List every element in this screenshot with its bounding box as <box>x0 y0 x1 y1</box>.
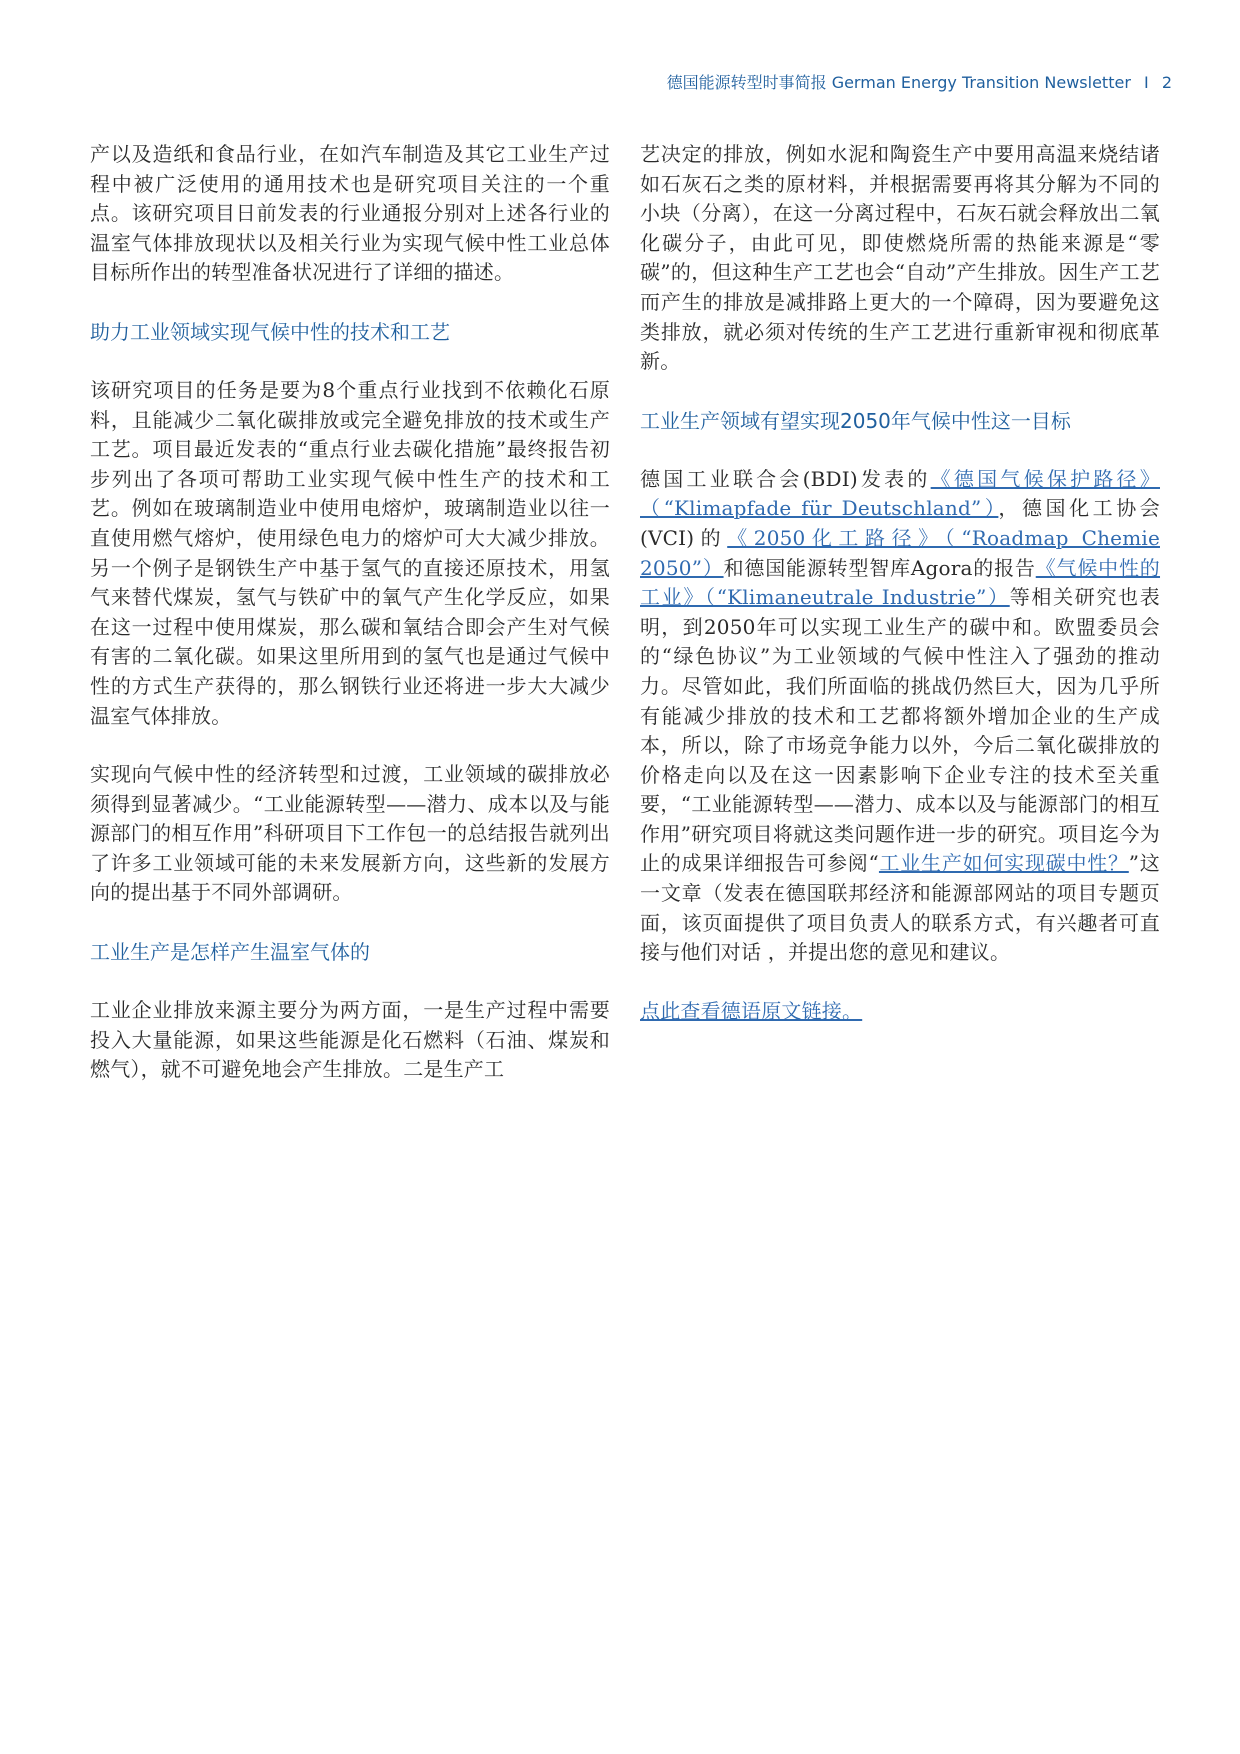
newsletter-title-cn: 德国能源转型时事简报 <box>666 73 827 92</box>
page-header <box>667 70 1172 93</box>
page-number: 2 <box>1161 73 1172 92</box>
text-run: 德国工业联合会(BDI)发表的 <box>640 466 931 491</box>
right-column <box>640 140 1160 1026</box>
text-run: 等相关研究也表明，到2050年可以实现工业生产的碳中和。欧盟委员会的“绿色协议”为工业领域的气候中性注入了强劲的推动力。尽管如此，我们所面临的挑战仍然巨大，因为几乎所有能减少排放的技术和工艺都将额外增加企业的生产成本，所以，除了市场竞争能力以外，今后二氧化碳排放的价格走向以及在这一因素影响下企业专注的技术至关重要，“工业能源转型——潜力、成本以及与能源部门的相互作用”研究项目将就这类问题作进一步的研究。项目迄今为止的成果详细报告可参阅“ <box>640 585 1161 876</box>
left-column <box>90 140 610 1085</box>
newsletter-title-en: German Energy Transition Newsletter <box>831 73 1131 92</box>
text-run: ”这一文章（发表在德国联邦经济和能源部网站的项目专题页面，该页面提供了项目负责人的联系方式，有兴趣者可直接与他们对话 ，并提出您的意见和建议。 <box>640 851 1160 965</box>
link-german-original[interactable]: 点此查看德语原文链接。 <box>640 998 863 1023</box>
section-heading-technology: 助力工业领域实现气候中性的技术和工艺 <box>90 319 450 344</box>
paragraph: 实现向气候中性的经济转型和过渡，工业领域的碳排放必须得到显著减少。“工业能源转型——潜力、成本以及与能源部门的相互作用”科研项目下工作包一的总结报告就列出了许多工业领域可能的未来发展新方向，这些新的发展方向的提出基于不同外部调研。 <box>90 762 610 905</box>
text-run: 和德国能源转型智库Agora的报告 <box>723 555 1036 580</box>
text-run: ，德国化工协会(VCI)的 <box>640 496 1160 550</box>
header-separator: I <box>1144 73 1149 92</box>
paragraph: 工业企业排放来源主要分为两方面，一是生产过程中需要投入大量能源，如果这些能源是化石燃料（石油、煤炭和燃气），就不可避免地会产生排放。二是生产工 <box>90 998 610 1082</box>
paragraph: 艺决定的排放，例如水泥和陶瓷生产中要用高温来烧结诸如石灰石之类的原材料，并根据需要再将其分解为不同的小块（分离），在这一分离过程中，石灰石就会释放出二氧化碳分子，由此可见，即使燃烧所需的热能来源是“零碳”的，但这种生产工艺也会“自动”产生排放。因生产工艺而产生的排放是减排路上更大的一个障碍，因为要避免这类排放，就必须对传统的生产工艺进行重新审视和彻底革新。 <box>640 142 1160 374</box>
paragraph: 该研究项目的任务是要为8个重点行业找到不依赖化石原料，且能减少二氧化碳排放或完全避免排放的技术或生产工艺。项目最近发表的“重点行业去碳化措施”最终报告初步列出了各项可帮助工业实现气候中性生产的技术和工艺。例如在玻璃制造业中使用电熔炉，玻璃制造业以往一直使用燃气熔炉，使用绿色电力的熔炉可大大减少排放。另一个例子是钢铁生产中基于氢气的直接还原技术，用氢气来替代煤炭，氢气与铁矿中的氧气产生化学反应，如果在这一过程中使用煤炭，那么碳和氧结合即会产生对气候有害的二氧化碳。如果这里所用到的氢气也是通过气候中性的方式生产获得的，那么钢铁行业还将进一步大大减少温室气体排放。 <box>90 377 610 728</box>
paragraph <box>640 465 1160 968</box>
paragraph: 产以及造纸和食品行业，在如汽车制造及其它工业生产过程中被广泛使用的通用技术也是研究项目关注的一个重点。该研究项目日前发表的行业通报分别对上述各行业的温室气体排放现状以及相关行业为实现气候中性工业总体目标所作出的转型准备状况进行了详细的描述。 <box>90 142 610 285</box>
link-klimapfade[interactable]: 《德国气候保护路径》（“Klimapfade für Deutschland”） <box>640 466 1160 521</box>
link-industry-carbon-neutral[interactable]: 工业生产如何实现碳中性？ <box>878 851 1129 876</box>
section-heading-2050-goal: 工业生产领域有望实现2050年气候中性这一目标 <box>640 408 1071 433</box>
paragraph <box>640 997 1160 1027</box>
link-klimaneutrale-industrie[interactable]: 《气候中性的工业》（“Klimaneutrale Industrie”） <box>640 555 1161 610</box>
section-heading-emissions: 工业生产是怎样产生温室气体的 <box>90 940 370 965</box>
link-roadmap-chemie[interactable]: 《2050化工路径》（“Roadmap Chemie 2050”） <box>640 525 1160 580</box>
